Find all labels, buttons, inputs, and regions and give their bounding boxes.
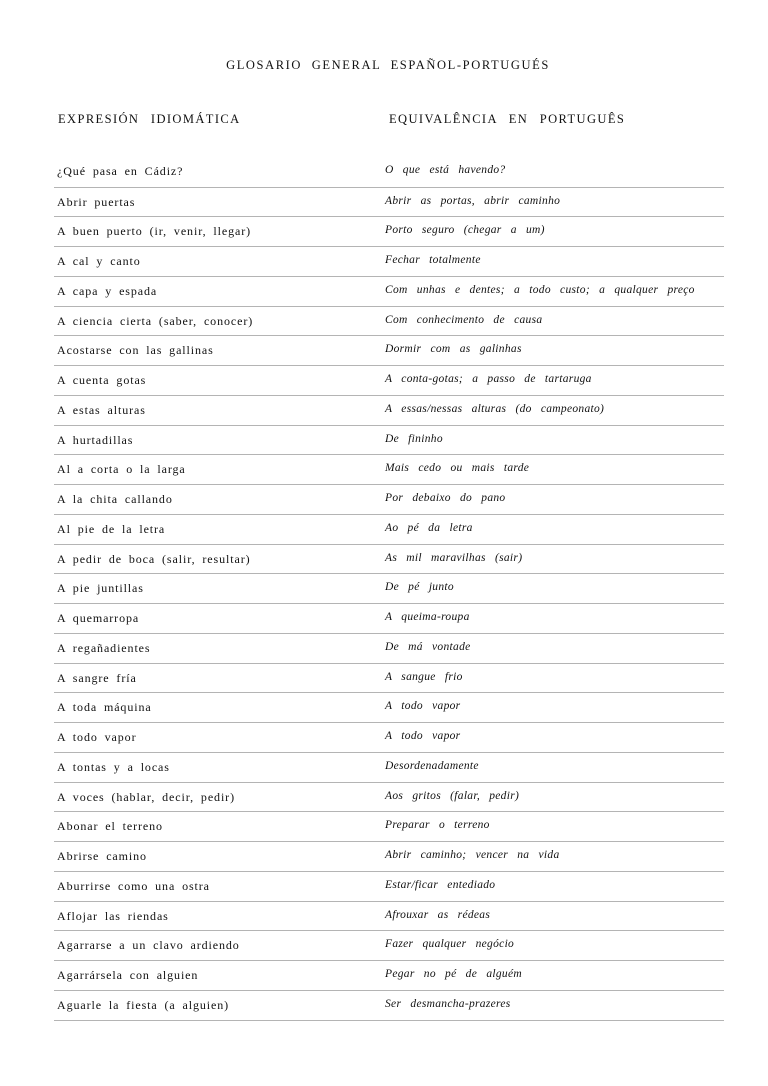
table-row (54, 693, 724, 723)
portuguese-column-header: EQUIVALÊNCIA EN PORTUGUÊS (389, 112, 626, 126)
spanish-expression: A quemarropa (57, 611, 140, 625)
portuguese-equivalent: A todo vapor (385, 700, 461, 713)
spanish-expression: Agarrarse a un clavo ardiendo (57, 938, 240, 953)
table-row (54, 753, 724, 783)
table-row (54, 991, 724, 1021)
glossary-table (54, 157, 724, 1021)
portuguese-equivalent: Dormir com as galinhas (385, 343, 522, 356)
portuguese-equivalent: A todo vapor (385, 730, 461, 742)
spanish-column-header: EXPRESIÓN IDIOMÁTICA (58, 112, 241, 126)
table-row (54, 664, 724, 694)
table-row (54, 902, 724, 932)
portuguese-equivalent: Abrir as portas, abrir caminho (385, 194, 561, 207)
table-row (54, 872, 724, 902)
spanish-expression: Abrir puertas (57, 194, 136, 209)
table-row (54, 336, 724, 366)
table-row (54, 515, 724, 545)
spanish-expression: A pie juntillas (57, 581, 144, 596)
spanish-expression: Agarrársela con alguien (57, 968, 199, 982)
table-row (54, 247, 724, 277)
portuguese-equivalent: Por debaixo do pano (385, 492, 506, 504)
spanish-expression: Al pie de la letra (57, 521, 166, 536)
portuguese-equivalent: Mais cedo ou mais tarde (385, 462, 530, 475)
portuguese-equivalent: Porto seguro (chegar a um) (385, 224, 545, 237)
table-row (54, 783, 724, 813)
table-row (54, 426, 724, 456)
spanish-expression: A estas alturas (57, 402, 146, 417)
spanish-expression: A todo vapor (57, 730, 137, 744)
table-row (54, 277, 724, 307)
portuguese-equivalent: O que está havendo? (385, 164, 506, 176)
portuguese-equivalent: De má vontade (385, 640, 471, 653)
table-row (54, 188, 724, 218)
table-row (54, 634, 724, 664)
spanish-expression: A cal y canto (57, 254, 141, 268)
table-row (54, 455, 724, 485)
portuguese-equivalent: Abrir caminho; vencer na vida (385, 849, 560, 861)
portuguese-equivalent: A sangue frio (385, 670, 463, 683)
spanish-expression: A voces (hablar, decir, pedir) (57, 789, 235, 804)
portuguese-equivalent: Estar/ficar entediado (385, 878, 496, 891)
table-row (54, 396, 724, 426)
table-row (54, 217, 724, 247)
portuguese-equivalent: Preparar o terreno (385, 819, 490, 832)
spanish-expression: Aguarle la fiesta (a alguien) (57, 997, 230, 1012)
spanish-expression: Acostarse con las gallinas (57, 343, 214, 358)
table-row (54, 574, 724, 604)
spanish-expression: A ciencia cierta (saber, conocer) (57, 313, 254, 328)
table-row (54, 545, 724, 575)
table-row (54, 842, 724, 872)
spanish-expression: A toda máquina (57, 700, 152, 715)
portuguese-equivalent: Ao pé da letra (385, 521, 473, 534)
portuguese-equivalent: Aos gritos (falar, pedir) (385, 789, 520, 802)
portuguese-equivalent: A queima-roupa (385, 611, 470, 623)
table-row (54, 723, 724, 753)
spanish-expression: A cuenta gotas (57, 373, 147, 387)
portuguese-equivalent: Com conhecimento de causa (385, 313, 543, 326)
document-title: GLOSARIO GENERAL ESPAÑOL-PORTUGUÉS (226, 58, 550, 72)
table-row (54, 604, 724, 634)
spanish-expression: Abrirse camino (57, 849, 147, 863)
portuguese-equivalent: Fechar totalmente (385, 254, 481, 266)
portuguese-equivalent: Fazer qualquer negócio (385, 938, 515, 951)
portuguese-equivalent: A essas/nessas alturas (do campeonato) (385, 402, 605, 415)
portuguese-equivalent: A conta-gotas; a passo de tartaruga (385, 373, 592, 385)
spanish-expression: A hurtadillas (57, 432, 134, 447)
portuguese-equivalent: Com unhas e dentes; a todo custo; a qualquer preço (385, 283, 695, 296)
table-row (54, 961, 724, 991)
table-row (54, 157, 724, 188)
portuguese-equivalent: Pegar no pé de alguém (385, 968, 522, 980)
spanish-expression: A la chita callando (57, 492, 173, 506)
spanish-expression: A sangre fría (57, 670, 137, 685)
portuguese-equivalent: Ser desmancha-prazeres (385, 997, 511, 1010)
table-row (54, 485, 724, 515)
portuguese-equivalent: Desordenadamente (385, 759, 479, 772)
spanish-expression: A capa y espada (57, 283, 158, 298)
portuguese-equivalent: De pé junto (385, 581, 454, 594)
spanish-expression: A pedir de boca (salir, resultar) (57, 551, 251, 566)
spanish-expression: A regañadientes (57, 640, 151, 655)
table-row (54, 931, 724, 961)
spanish-expression: Abonar el terreno (57, 819, 163, 834)
portuguese-equivalent: As mil maravilhas (sair) (385, 551, 523, 564)
portuguese-equivalent: Afrouxar as rédeas (385, 908, 491, 921)
spanish-expression: Aflojar las riendas (57, 908, 169, 923)
spanish-expression: A tontas y a locas (57, 759, 170, 774)
table-row (54, 812, 724, 842)
table-row (54, 366, 724, 396)
spanish-expression: Al a corta o la larga (57, 462, 186, 477)
portuguese-equivalent: De fininho (385, 432, 443, 445)
spanish-expression: A buen puerto (ir, venir, llegar) (57, 224, 252, 239)
table-row (54, 307, 724, 337)
spanish-expression: ¿Qué pasa en Cádiz? (57, 164, 184, 178)
spanish-expression: Aburrirse como una ostra (57, 878, 210, 893)
